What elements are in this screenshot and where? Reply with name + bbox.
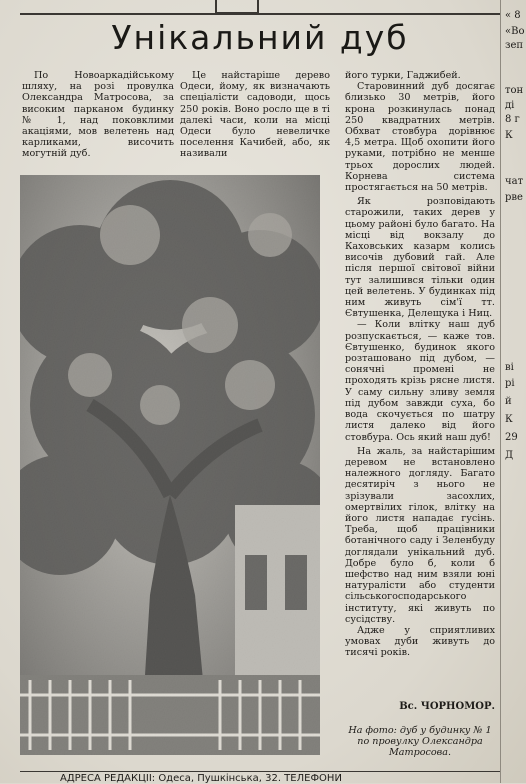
article-column-3 — [345, 70, 495, 659]
margin-text: ді — [505, 100, 515, 111]
photo-caption: На фото: дуб у будинку № 1 по провулку Олександра Матросова. — [348, 725, 492, 759]
margin-text: « 8 — [505, 10, 521, 21]
margin-text: Д — [505, 450, 514, 461]
paragraph-6: Адже у сприятливих умовах дуби живуть до тисячі років. — [345, 624, 495, 659]
article-title: Унікальний дуб — [111, 18, 409, 57]
footer-fragment: АДРЕСА РЕДАКЦІЇ: Одеса, Пушкінська, 32. ТЕЛЕФОНИ — [60, 773, 342, 784]
margin-text: рве — [505, 192, 523, 203]
previous-article-frame — [215, 0, 259, 14]
article-column-1 — [22, 70, 174, 160]
margin-text: чат — [505, 176, 524, 187]
margin-text: К — [505, 414, 513, 425]
oak-tree-photo — [20, 175, 320, 755]
bottom-rule — [20, 771, 500, 772]
history-paragraph: Це найстаріше дерево Одеси, йому, як визначають спеціалісти садоводи, щось 250 років. Воно росло ще в ті далекі часи, коли на місці Одеси було невеличке поселення Качибей, або, як називали — [180, 70, 330, 160]
paragraph-1: його турки, Гаджибей. — [345, 70, 461, 81]
paragraph-5: На жаль, за найстарішим деревом не встановлено належного догляду. Багато десятиріч з нього не зрізували засохлих, омертвілих гілок, влітку на його листя нападає гусінь. Треба, щоб працівники ботанічного саду і Зеленбуду доглядали унікальний дуб. Добре було б, коли б шефство над ним взяли юні натуралісти або студенти сільськогосподарського інституту, які живуть по сусідству. — [345, 445, 495, 625]
author-signature: Вс. ЧОРНОМОР. — [399, 701, 495, 712]
intro-paragraph: По Новоаркадійському шляху, на розі провулка Олександра Матросова, за високим парканом будинку № 1, над поковклими акаціями, мов велетень над карликами, височить могутній дуб. — [22, 70, 174, 160]
margin-text: рі — [505, 378, 515, 389]
top-rule — [20, 13, 500, 15]
margin-text: «Во — [505, 26, 525, 37]
margin-text: ві — [505, 362, 514, 373]
margin-text: й — [505, 396, 512, 407]
paragraph-3: Як розповідають старожили, таких дерев у цьому районі було багато. На місці від вокзалу до Каховських казарм колись височів дубовий гай. Але після першої світової війни тут залишився тільки один цей велетень. У будинках під ним живуть сім'ї тт. Євтушенка, Делещука і Ниц. — [345, 196, 495, 320]
adjacent-column-fragment — [500, 0, 526, 783]
margin-text: зеп — [505, 40, 524, 51]
article-column-2 — [180, 70, 330, 160]
margin-text: тон — [505, 85, 524, 96]
paragraph-4: — Коли влітку наш дуб розпускається, — каже тов. Євтушенко, будинок якого розташовано під дубом, — сонячні промені не проходять крізь рясне листя. У саму сильну зливу земля під дубом завжди суха, бо вода скочується по шатру листя далеко від його стовбура. Ось який наш дуб! — [345, 319, 495, 443]
margin-text: К — [505, 130, 513, 141]
margin-text: 29 — [505, 432, 518, 443]
paragraph-2: Старовинний дуб досягає близько 30 метрів, його крона розкинулась понад 250 квадратних метрів. Обхват стовбура дорівнює 4,5 метра. Щоб охопити його руками, потрібно не менше трьох дорослих людей. Корнева система простягається на 50 метрів. — [345, 81, 495, 194]
margin-text: 8 г — [505, 114, 520, 125]
